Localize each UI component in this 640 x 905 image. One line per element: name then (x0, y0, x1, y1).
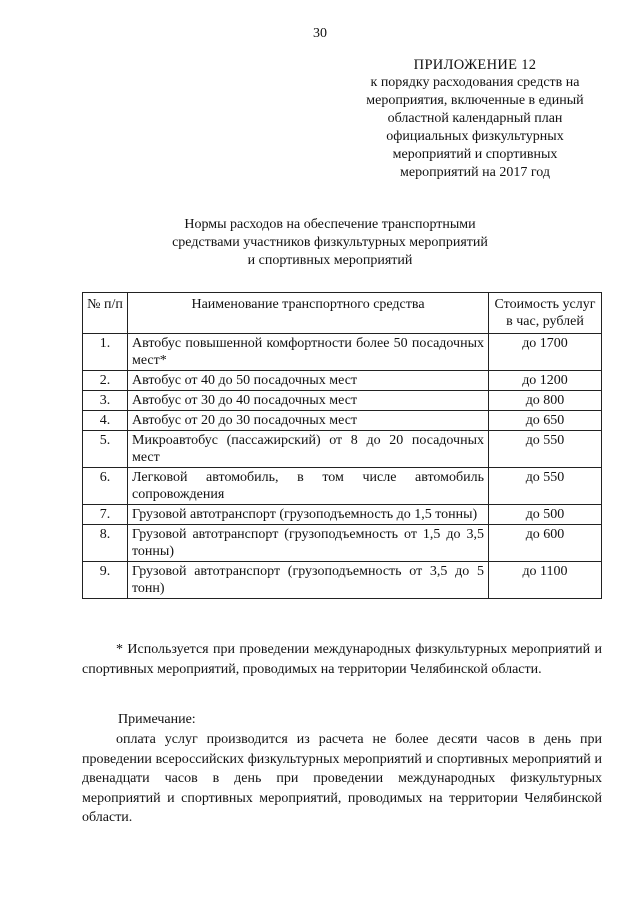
table-header-row (83, 293, 602, 334)
row-cost: до 650 (489, 411, 602, 431)
row-name: Грузовой автотранспорт (грузоподъемность от 1,5 до 3,5 тонны) (128, 525, 489, 562)
row-name: Автобус повышенной комфортности более 50 посадочных мест* (128, 334, 489, 371)
row-name: Грузовой автотранспорт (грузоподъемность до 1,5 тонны) (128, 505, 489, 525)
transport-norms-table (82, 292, 602, 599)
appendix-line: официальных физкультурных (386, 129, 564, 144)
row-num: 6. (83, 468, 128, 505)
table-row (83, 411, 602, 431)
header-cost: Стоимость услуг в час, рублей (489, 293, 602, 334)
table-row (83, 334, 602, 371)
row-name: Микроавтобус (пассажирский) от 8 до 20 посадочных мест (128, 431, 489, 468)
appendix-heading: ПРИЛОЖЕНИЕ 12 (413, 57, 537, 73)
table-row (83, 371, 602, 391)
row-cost: до 1100 (489, 562, 602, 599)
document-title (140, 216, 520, 270)
title-line: средствами участников физкультурных мероприятий (172, 235, 488, 250)
appendix-line: мероприятия, включенные в единый (366, 93, 584, 108)
row-cost: до 600 (489, 525, 602, 562)
row-name: Грузовой автотранспорт (грузоподъемность от 3,5 до 5 тонн) (128, 562, 489, 599)
table-row (83, 505, 602, 525)
note-text: оплата услуг производится из расчета не более десяти часов в день при проведении всероссийских физкультурных мероприятий и спортивных мероприятий и двенадцати часов в день при проведении международных физкультурных мероприятий и спортивных мероприятий, проводимых на территории Челябинской области. (82, 732, 602, 825)
row-cost: до 550 (489, 468, 602, 505)
table-row (83, 562, 602, 599)
header-name: Наименование транспортного средства (128, 293, 489, 334)
note-label: Примечание: (118, 712, 196, 727)
row-num: 2. (83, 371, 128, 391)
row-name: Автобус от 40 до 50 посадочных мест (128, 371, 489, 391)
row-cost: до 500 (489, 505, 602, 525)
row-num: 3. (83, 391, 128, 411)
table-row (83, 431, 602, 468)
appendix-block (345, 56, 605, 182)
row-cost: до 800 (489, 391, 602, 411)
title-line: и спортивных мероприятий (247, 253, 413, 268)
row-num: 1. (83, 334, 128, 371)
appendix-line: к порядку расходования средств на (370, 75, 580, 90)
table-row (83, 468, 602, 505)
page-number: 30 (313, 26, 327, 41)
row-cost: до 550 (489, 431, 602, 468)
title-line: Нормы расходов на обеспечение транспортными (184, 217, 476, 232)
row-num: 4. (83, 411, 128, 431)
appendix-line: областной календарный план (387, 111, 563, 126)
appendix-line: мероприятий и спортивных (392, 147, 558, 162)
row-cost: до 1200 (489, 371, 602, 391)
row-name: Легковой автомобиль, в том числе автомобиль сопровождения (128, 468, 489, 505)
row-num: 5. (83, 431, 128, 468)
row-name: Автобус от 30 до 40 посадочных мест (128, 391, 489, 411)
appendix-line: мероприятий на 2017 год (400, 165, 550, 180)
row-cost: до 1700 (489, 334, 602, 371)
row-name: Автобус от 20 до 30 посадочных мест (128, 411, 489, 431)
footnote: * Используется при проведении международных физкультурных мероприятий и спортивных мероприятий, проводимых на территории Челябинской области. (82, 642, 602, 677)
table-row (83, 391, 602, 411)
row-num: 9. (83, 562, 128, 599)
row-num: 8. (83, 525, 128, 562)
row-num: 7. (83, 505, 128, 525)
table-row (83, 525, 602, 562)
header-num: № п/п (83, 293, 128, 334)
